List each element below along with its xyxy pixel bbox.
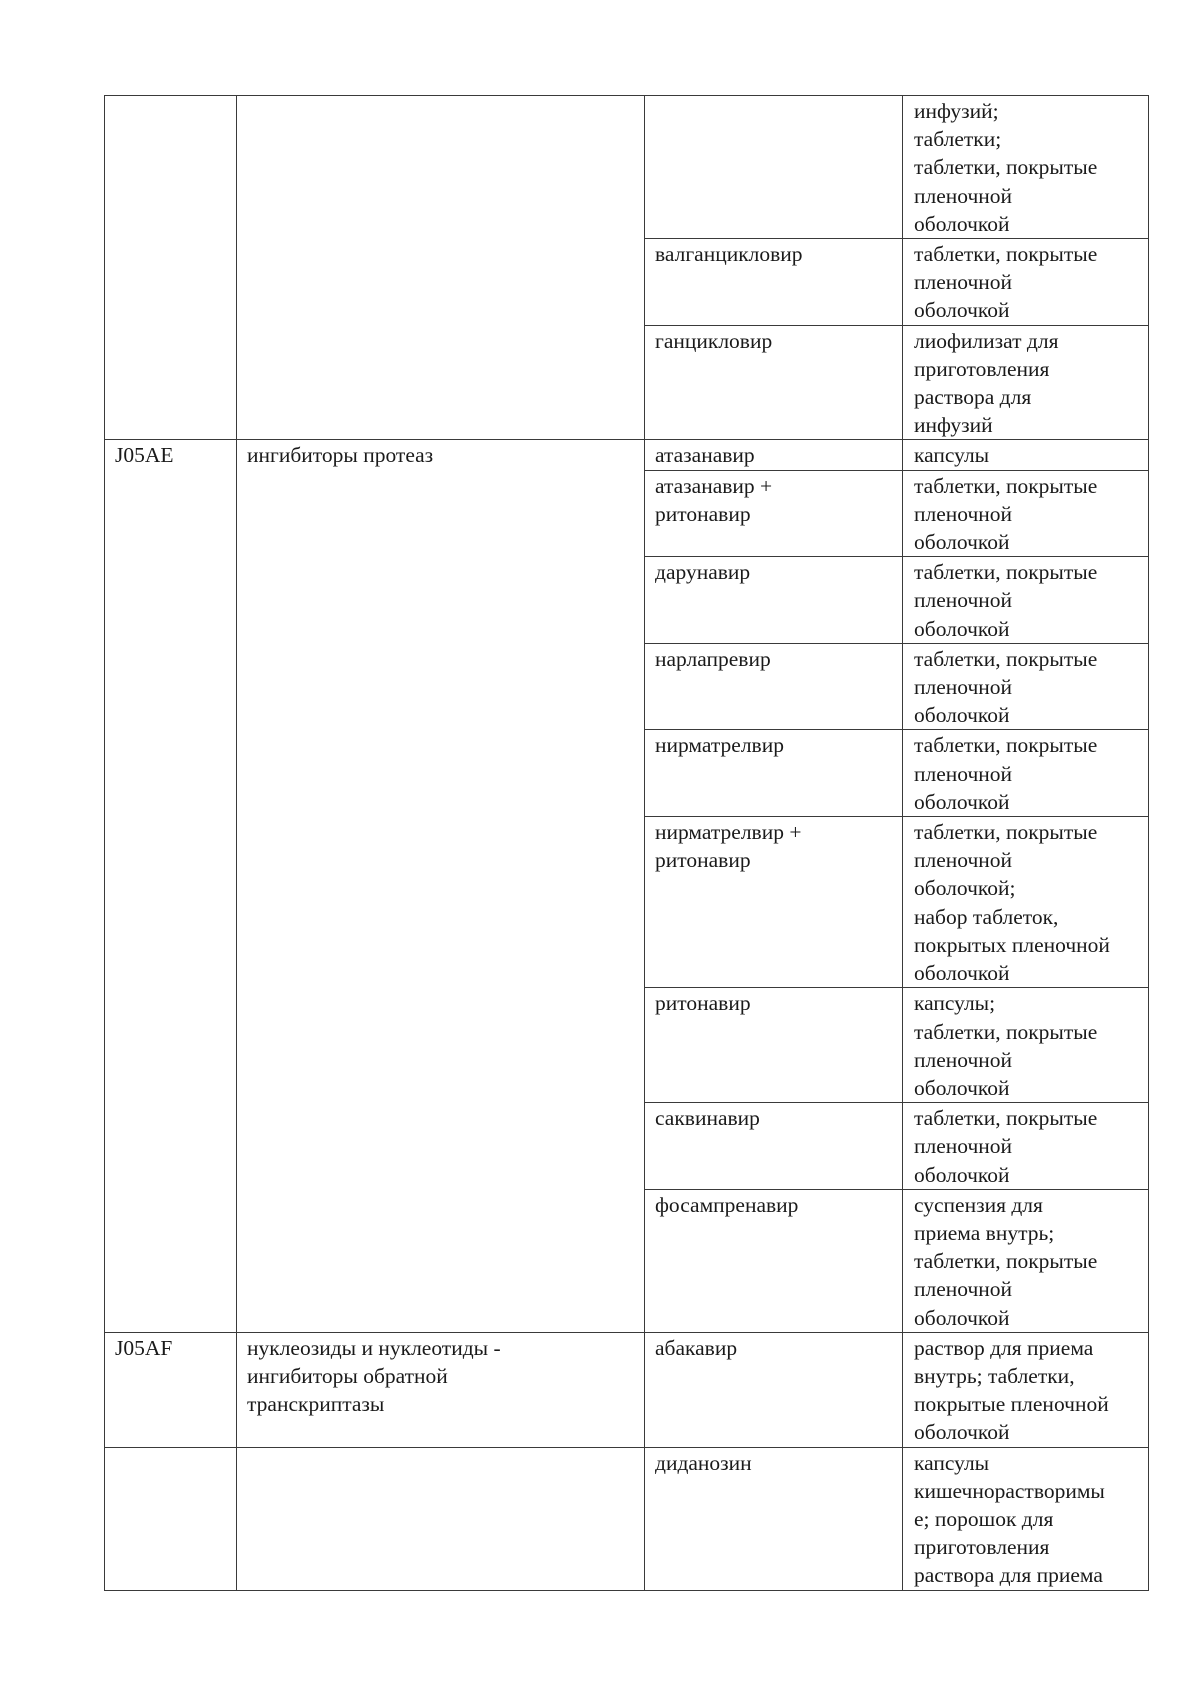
drug-name-cell: абакавир (645, 1332, 903, 1447)
dosage-form-cell: капсулы; таблетки, покрытые пленочной оболочкой (903, 988, 1149, 1103)
drug-name-cell: нирматрелвир (645, 730, 903, 817)
group-name-cell (237, 96, 645, 440)
dosage-form-cell: раствор для приема внутрь; таблетки, покрытые пленочной оболочкой (903, 1332, 1149, 1447)
dosage-form-cell: суспензия для приема внутрь; таблетки, покрытые пленочной оболочкой (903, 1189, 1149, 1332)
atc-code-cell (105, 1447, 237, 1590)
drug-name-cell: нирматрелвир + ритонавир (645, 817, 903, 988)
dosage-form-cell: таблетки, покрытые пленочной оболочкой (903, 1103, 1149, 1190)
drug-name-cell: атазанавир + ритонавир (645, 470, 903, 557)
drug-list-table (104, 95, 1149, 1591)
dosage-form-cell: таблетки, покрытые пленочной оболочкой; набор таблеток, покрытых пленочной оболочкой (903, 817, 1149, 988)
drug-name-cell: дарунавир (645, 557, 903, 644)
dosage-form-cell: таблетки, покрытые пленочной оболочкой (903, 730, 1149, 817)
atc-code-cell: J05AE (105, 440, 237, 1332)
drug-name-cell: фосампренавир (645, 1189, 903, 1332)
dosage-form-cell: таблетки, покрытые пленочной оболочкой (903, 557, 1149, 644)
table-row (105, 1332, 1149, 1447)
drug-name-cell: атазанавир (645, 440, 903, 470)
table-row (105, 1447, 1149, 1590)
group-name-cell (237, 1447, 645, 1590)
drug-name-cell: диданозин (645, 1447, 903, 1590)
dosage-form-cell: инфузий; таблетки; таблетки, покрытые пленочной оболочкой (903, 96, 1149, 239)
table-row (105, 440, 1149, 470)
drug-name-cell: ганцикловир (645, 325, 903, 440)
drug-name-cell: нарлапревир (645, 643, 903, 730)
drug-name-cell: ритонавир (645, 988, 903, 1103)
drug-name-cell: саквинавир (645, 1103, 903, 1190)
table-row (105, 96, 1149, 239)
group-name-cell: ингибиторы протеаз (237, 440, 645, 1332)
dosage-form-cell: таблетки, покрытые пленочной оболочкой (903, 470, 1149, 557)
dosage-form-cell: капсулы (903, 440, 1149, 470)
atc-code-cell (105, 96, 237, 440)
dosage-form-cell: капсулы кишечнорастворимы е; порошок для приготовления раствора для приема (903, 1447, 1149, 1590)
dosage-form-cell: таблетки, покрытые пленочной оболочкой (903, 643, 1149, 730)
dosage-form-cell: таблетки, покрытые пленочной оболочкой (903, 239, 1149, 326)
group-name-cell: нуклеозиды и нуклеотиды - ингибиторы обратной транскриптазы (237, 1332, 645, 1447)
dosage-form-cell: лиофилизат для приготовления раствора для инфузий (903, 325, 1149, 440)
atc-code-cell: J05AF (105, 1332, 237, 1447)
drug-name-cell: валганцикловир (645, 239, 903, 326)
drug-name-cell (645, 96, 903, 239)
